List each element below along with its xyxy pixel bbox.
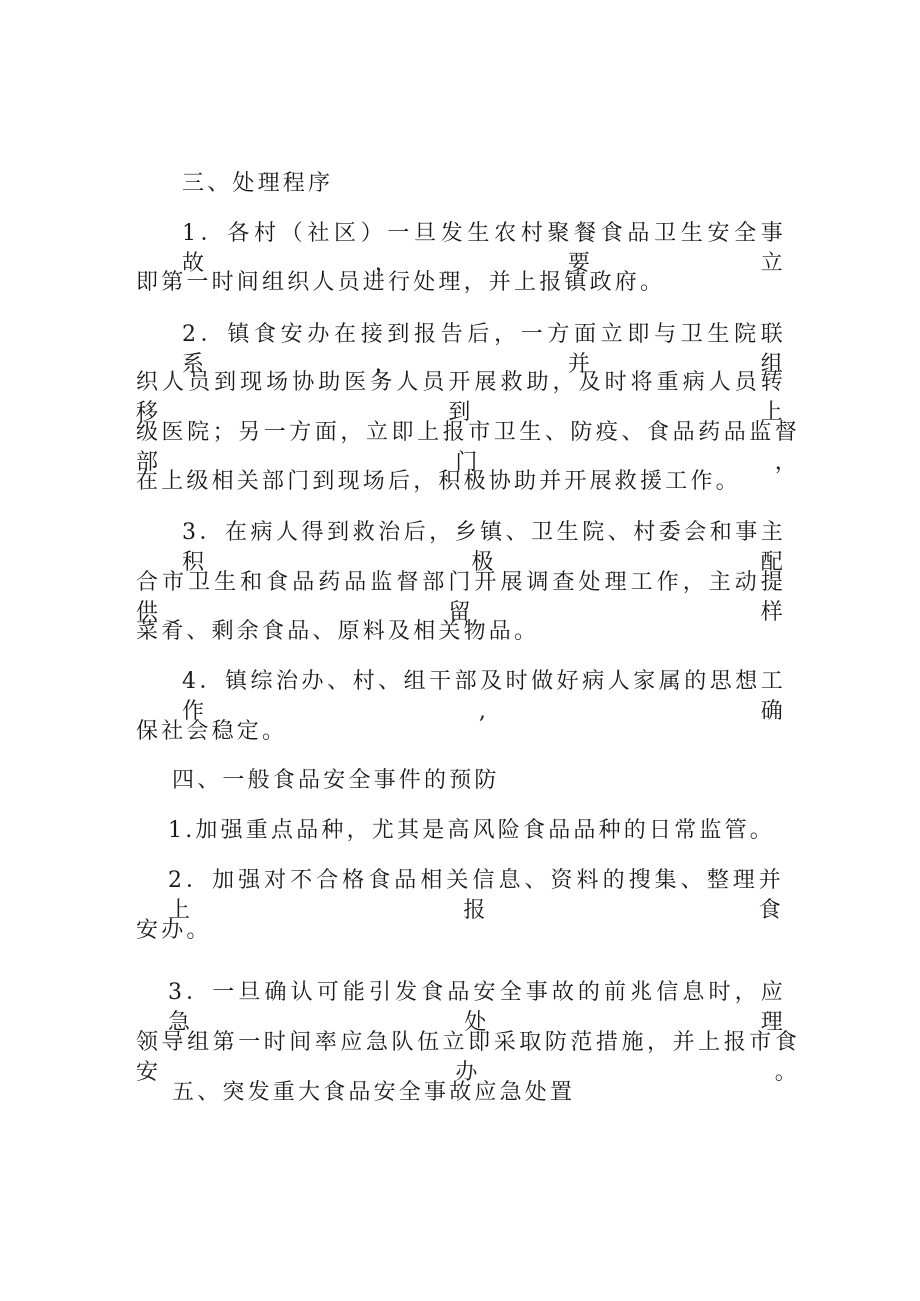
paragraph-4-3-line-1: 3．一旦确认可能引发食品安全事故的前兆信息时，应急处理 <box>168 980 786 1035</box>
paragraph-3-2-line-4: 在上级相关部门到现场后，积极协助并开展救援工作。 <box>136 469 741 494</box>
paragraph-4-1: 1.加强重点品种，尤其是高风险食品品种的日常监管。 <box>168 818 775 843</box>
paragraph-4-2-line-1: 2．加强对不合格食品相关信息、资料的搜集、整理并上报食 <box>168 868 784 923</box>
paragraph-3-4-line-2: 保社会稳定。 <box>136 719 288 744</box>
paragraph-3-2-line-2: 织人员到现场协助医务人员开展救助，及时将重病人员转移到上 <box>136 370 786 425</box>
section-heading-3: 三、处理程序 <box>182 171 334 196</box>
paragraph-3-1-line-2: 即第一时间组织人员进行处理，并上报镇政府。 <box>136 270 666 295</box>
paragraph-3-2-line-1: 2．镇食安办在接到报告后，一方面立即与卫生院联系，并组 <box>182 322 786 377</box>
paragraph-3-3-line-2: 合市卫生和食品药品监督部门开展调查处理工作，主动提供留样 <box>136 570 786 625</box>
paragraph-4-2-line-2: 安办。 <box>136 918 212 943</box>
section-heading-4: 四、一般食品安全事件的预防 <box>172 768 500 793</box>
paragraph-3-1-line-1: 1．各村（社区）一旦发生农村聚餐食品卫生安全事故，要立 <box>182 221 786 276</box>
paragraph-3-3-line-3: 菜肴、剩余食品、原料及相关物品。 <box>136 619 540 644</box>
section-heading-5: 五、突发重大食品安全事故应急处置 <box>172 1080 576 1105</box>
paragraph-3-4-line-1: 4．镇综治办、村、组干部及时做好病人家属的思想工作,确 <box>182 669 786 724</box>
paragraph-3-3-line-1: 3．在病人得到救治后，乡镇、卫生院、村委会和事主积极配 <box>182 520 786 575</box>
paragraph-3-2-line-3: 级医院；另一方面，立即上报市卫生、防疫、食品药品监督部门， <box>136 420 800 475</box>
paragraph-4-3-line-2: 领导组第一时间率应急队伍立即采取防范措施，并上报市食安办。 <box>136 1030 800 1085</box>
